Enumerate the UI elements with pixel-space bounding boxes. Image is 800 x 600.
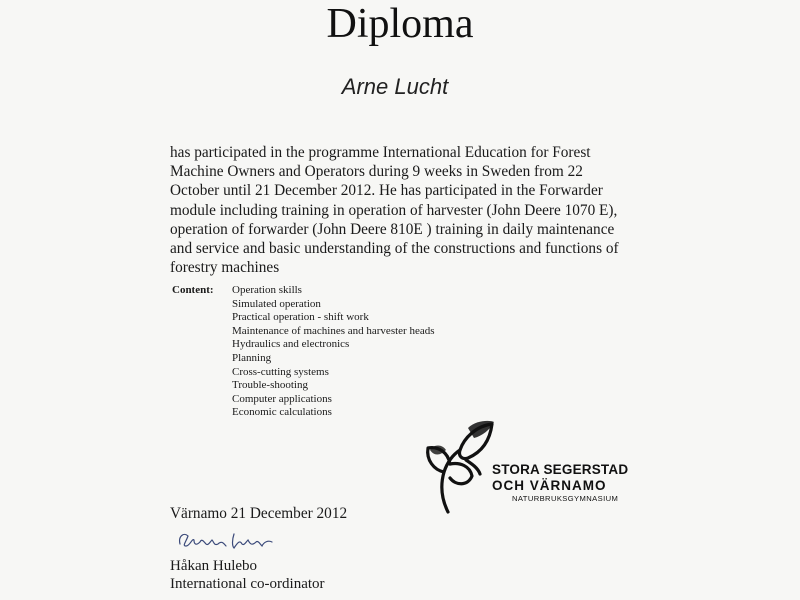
list-item: Economic calculations — [232, 406, 332, 419]
list-item: Trouble-shooting — [232, 379, 308, 392]
list-item: Simulated operation — [232, 297, 321, 310]
signer-role: International co-ordinator — [170, 576, 325, 592]
logo-text-line1: STORA SEGERSTAD — [492, 462, 629, 477]
list-item: Maintenance of machines and harvester heads — [232, 324, 435, 337]
recipient-name: Arne Lucht — [341, 74, 449, 99]
list-item: Computer applications — [232, 392, 332, 405]
place-date: Värnamo 21 December 2012 — [170, 505, 348, 522]
signature-icon — [176, 528, 276, 554]
content-list — [232, 284, 435, 420]
content-label: Content: — [172, 284, 214, 296]
diploma-body-text: has participated in the programme International Education for Forest Machine Owners and Operators during 9 weeks in Sweden from 22 October until 21 December 2012. He has participated in the Forwarder module including training in operation of harvester (John Deere 1070 E), operation of forwarder (John Deere 810E ) training in daily maintenance and service and basic understanding of the constructions and functions of forestry machines — [170, 144, 619, 277]
logo-text-line3: NATURBRUKSGYMNASIUM — [512, 494, 619, 503]
list-item: Operation skills — [232, 284, 302, 296]
logo-text-line2: OCH VÄRNAMO — [492, 478, 607, 493]
list-item: Practical operation - shift work — [232, 311, 369, 324]
diploma-title: Diploma — [326, 1, 474, 47]
list-item: Cross-cutting systems — [232, 365, 329, 378]
list-item: Planning — [232, 351, 272, 364]
list-item: Hydraulics and electronics — [232, 338, 350, 351]
signer-name: Håkan Hulebo — [170, 558, 258, 574]
